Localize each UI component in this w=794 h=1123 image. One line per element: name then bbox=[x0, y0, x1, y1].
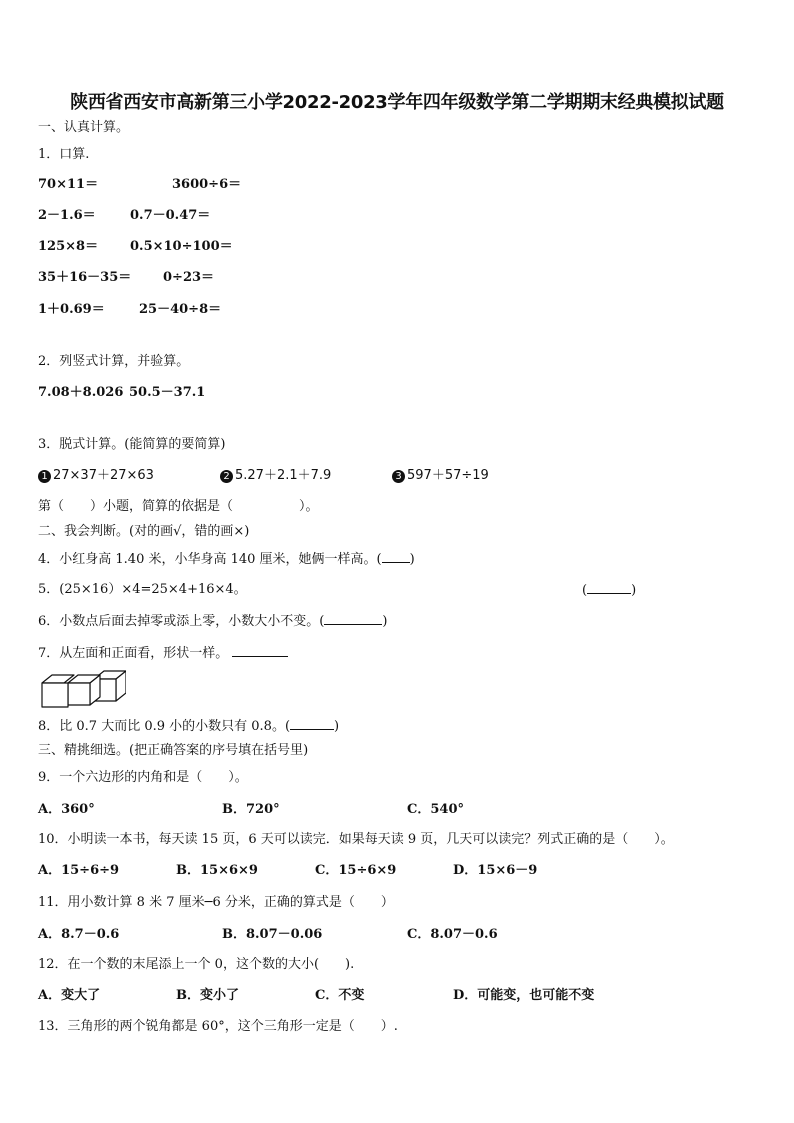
q5-open: ( bbox=[582, 583, 588, 598]
q5-answer-blank[interactable] bbox=[587, 581, 631, 594]
q4-text: 4．小红身高 1.40 米，小华身高 140 厘米，她俩一样高。( bbox=[38, 552, 382, 567]
q2-item: 50.5－37.1 bbox=[129, 385, 206, 400]
q4-answer-blank[interactable] bbox=[382, 550, 410, 563]
q9-option-c[interactable]: C．540° bbox=[407, 802, 464, 817]
q7-answer-blank[interactable] bbox=[232, 644, 288, 657]
q10-option-c[interactable]: C．15÷6×9 bbox=[315, 863, 397, 878]
q4-close: ) bbox=[409, 552, 415, 567]
q3-expression: 597＋57÷19 bbox=[407, 468, 489, 483]
circled-number: 2 bbox=[220, 470, 233, 483]
q1-item: 3600÷6＝ bbox=[172, 177, 242, 192]
q8-answer-blank[interactable] bbox=[290, 717, 334, 730]
q1-item: 25－40÷8＝ bbox=[139, 302, 222, 317]
section-2-heading: 二、我会判断。(对的画√，错的画×) bbox=[38, 524, 250, 539]
q6 bbox=[38, 612, 387, 631]
q1-item: 35＋16－35＝ bbox=[38, 270, 132, 285]
section-1-heading: 一、认真计算。 bbox=[38, 120, 130, 135]
circled-number: 3 bbox=[392, 470, 405, 483]
q7-text: 7．从左面和正面看，形状一样。 bbox=[38, 646, 229, 661]
q13-text: 13．三角形的两个锐角都是 60°，这个三角形一定是（ ）. bbox=[38, 1019, 398, 1034]
q1-item: 70×11＝ bbox=[38, 177, 99, 192]
q7 bbox=[38, 644, 288, 663]
section-3-heading: 三、精挑细选。(把正确答案的序号填在括号里) bbox=[38, 743, 309, 758]
q6-answer-blank[interactable] bbox=[324, 612, 382, 625]
circled-number: 1 bbox=[38, 470, 51, 483]
q3-followup-close: ）。 bbox=[299, 499, 319, 514]
q8-close: ) bbox=[334, 719, 340, 734]
q2-item: 7.08＋8.026 bbox=[38, 385, 124, 400]
q10-option-a[interactable]: A．15÷6÷9 bbox=[38, 863, 120, 878]
q6-text: 6．小数点后面去掉零或添上零，小数大小不变。( bbox=[38, 614, 325, 629]
q1-label: 1．口算. bbox=[38, 147, 90, 162]
q3-item bbox=[220, 467, 331, 485]
q1-item: 1＋0.69＝ bbox=[38, 302, 105, 317]
q8 bbox=[38, 717, 339, 736]
q10-text: 10．小明读一本书，每天读 15 页，6 天可以读完．如果每天读 9 页，几天可以读完？列式正确的是（ ）。 bbox=[38, 832, 674, 847]
q12-option-a[interactable]: A．变大了 bbox=[38, 988, 101, 1003]
q5-close: ) bbox=[631, 583, 637, 598]
q9-option-b[interactable]: B．720° bbox=[222, 802, 280, 817]
q1-item: 0.7－0.47＝ bbox=[130, 208, 211, 223]
q9-text: 9．一个六边形的内角和是（ ）。 bbox=[38, 770, 248, 785]
q2-label: 2．列竖式计算，并验算。 bbox=[38, 354, 190, 369]
q10-option-b[interactable]: B．15×6×9 bbox=[176, 863, 258, 878]
q11-option-a[interactable]: A．8.7－0.6 bbox=[38, 927, 120, 942]
q3-expression: 27×37＋27×63 bbox=[53, 468, 154, 483]
q3-followup bbox=[38, 498, 319, 516]
q3-label: 3．脱式计算。(能简算的要简算) bbox=[38, 437, 226, 452]
cubes-figure bbox=[40, 669, 126, 709]
q9-option-a[interactable]: A．360° bbox=[38, 802, 95, 817]
q3-followup-text: 第（ ）小题，简算的依据是（ bbox=[38, 499, 234, 514]
q11-option-b[interactable]: B．8.07－0.06 bbox=[222, 927, 323, 942]
q1-item: 125×8＝ bbox=[38, 239, 99, 254]
q11-text: 11．用小数计算 8 米 7 厘米─6 分米，正确的算式是（ ） bbox=[38, 895, 394, 910]
q12-text: 12．在一个数的末尾添上一个 0，这个数的大小( ). bbox=[38, 957, 355, 972]
q12-option-d[interactable]: D．可能变，也可能不变 bbox=[453, 988, 595, 1003]
q3-expression: 5.27＋2.1＋7.9 bbox=[235, 468, 332, 483]
q11-option-c[interactable]: C．8.07－0.6 bbox=[407, 927, 498, 942]
q12-option-b[interactable]: B．变小了 bbox=[176, 988, 239, 1003]
q6-close: ) bbox=[382, 614, 388, 629]
page-title: 陕西省西安市高新第三小学2022-2023学年四年级数学第二学期期末经典模拟试题 bbox=[70, 92, 724, 113]
q1-item: 0.5×10÷100＝ bbox=[130, 239, 233, 254]
q3-item bbox=[392, 467, 489, 485]
q1-item: 2－1.6＝ bbox=[38, 208, 96, 223]
q4 bbox=[38, 550, 415, 569]
q5-answer bbox=[582, 581, 636, 600]
q3-item bbox=[38, 467, 154, 485]
q1-item: 0÷23＝ bbox=[163, 270, 215, 285]
q5-text: 5．(25×16）×4=25×4+16×4。 bbox=[38, 582, 247, 597]
q12-option-c[interactable]: C．不变 bbox=[315, 988, 365, 1003]
q8-text: 8．比 0.7 大而比 0.9 小的小数只有 0.8。( bbox=[38, 719, 291, 734]
q10-option-d[interactable]: D．15×6－9 bbox=[453, 863, 538, 878]
